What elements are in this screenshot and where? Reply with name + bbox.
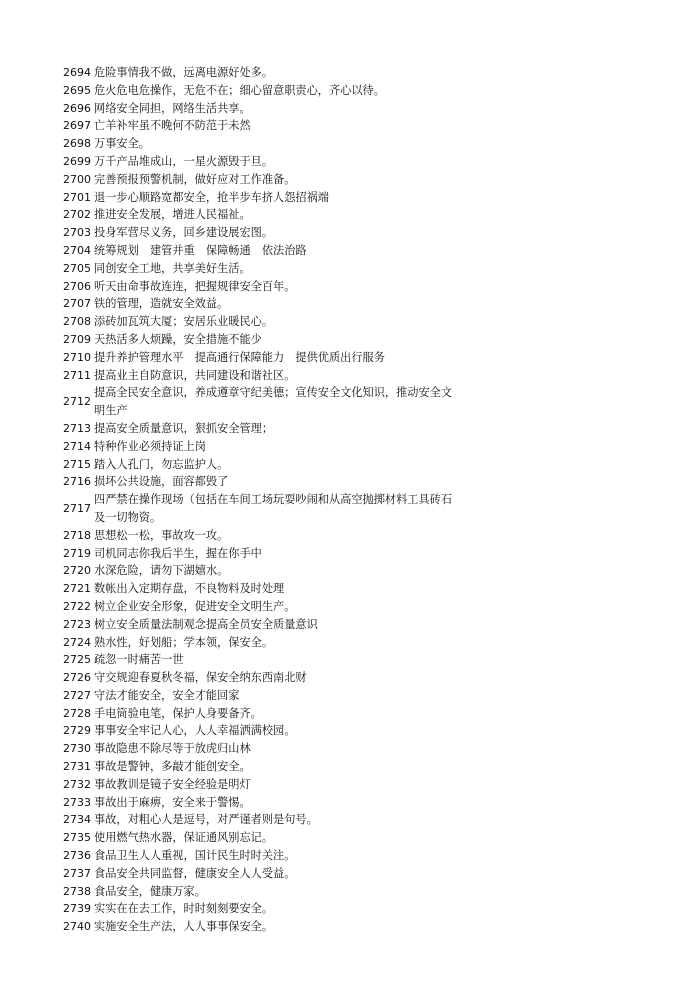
entry-number: 2735	[63, 831, 91, 845]
entry-text: 事故隐患不除尽等于放虎归山林	[94, 742, 251, 756]
entry-number: 2710	[63, 350, 91, 364]
entry-number: 2705	[63, 261, 91, 275]
entry-number: 2711	[63, 368, 91, 382]
list-item	[63, 687, 463, 705]
list-item	[63, 900, 463, 918]
entry-text: 退一步心顺路宽都安全，抢半步车挤人怨招祸端	[94, 190, 329, 204]
list-item	[63, 153, 463, 171]
entry-text: 听天由命事故连连，把握规律安全百年。	[94, 279, 296, 293]
entry-text: 实施安全生产法，人人事事保安全。	[94, 920, 274, 934]
entry-text: 守法才能安全，安全才能回家	[94, 688, 240, 702]
list-item	[63, 384, 463, 420]
entry-number: 2699	[63, 154, 91, 168]
entry-number: 2697	[63, 119, 91, 133]
list-item	[63, 562, 463, 580]
entry-number: 2731	[63, 760, 91, 774]
entry-number: 2729	[63, 724, 91, 738]
list-item	[63, 545, 463, 563]
entry-number: 2734	[63, 813, 91, 827]
entry-number: 2712	[63, 395, 91, 409]
list-item	[63, 811, 463, 829]
list-item	[63, 189, 463, 207]
entry-number: 2726	[63, 671, 91, 685]
entry-number: 2719	[63, 546, 91, 560]
entry-text: 提升养护管理水平 提高通行保障能力 提供优质出行服务	[94, 350, 385, 364]
list-item	[63, 349, 463, 367]
entry-text: 疏忽一时痛苦一世	[94, 653, 184, 667]
entry-number: 2728	[63, 706, 91, 720]
list-item	[63, 260, 463, 278]
list-item	[63, 438, 463, 456]
list-item	[63, 206, 463, 224]
list-item	[63, 651, 463, 669]
entry-text: 事事安全牢记人心，人人幸福洒满校园。	[94, 724, 296, 738]
list-item	[63, 829, 463, 847]
entry-number: 2701	[63, 190, 91, 204]
entry-text: 投身军营尽义务，回乡建设展宏图。	[94, 226, 274, 240]
entry-text: 网络安全同担，网络生活共享。	[94, 101, 251, 115]
list-item	[63, 598, 463, 616]
entry-number: 2696	[63, 101, 91, 115]
list-item	[63, 847, 463, 865]
list-item	[63, 758, 463, 776]
entry-number: 2737	[63, 866, 91, 880]
entry-text: 天热活多人烦躁，安全措施不能少	[94, 332, 262, 346]
list-item	[63, 634, 463, 652]
entry-text: 使用燃气热水器，保证通风别忘记。	[94, 831, 274, 845]
list-item	[63, 740, 463, 758]
entry-text: 同创安全工地，共享美好生活。	[94, 261, 251, 275]
entry-text: 四严禁在操作现场（包括在车间工场玩耍吵闹和从高空抛掷材料工具砖石及一切物资。	[94, 493, 453, 524]
entry-text: 推进安全发展，增进人民福祉。	[94, 208, 251, 222]
entry-number: 2718	[63, 528, 91, 542]
entry-text: 实实在在去工作，时时刻刻要安全。	[94, 902, 274, 916]
list-item	[63, 295, 463, 313]
entry-text: 事故，对粗心人是逗号，对严谨者则是句号。	[94, 813, 318, 827]
list-item	[63, 527, 463, 545]
entry-text: 踏入人孔门，勿忘监护人。	[94, 457, 229, 471]
entry-text: 事故教训是镜子安全经验是明灯	[94, 777, 251, 791]
list-item	[63, 491, 463, 527]
entry-text: 提高业主自防意识，共同建设和谐社区。	[94, 368, 296, 382]
entry-number: 2738	[63, 884, 91, 898]
list-item	[63, 420, 463, 438]
entry-number: 2715	[63, 457, 91, 471]
entry-number: 2730	[63, 742, 91, 756]
list-item	[63, 794, 463, 812]
entry-text: 数帐出入定期存盘，不良物料及时处理	[94, 582, 285, 596]
entry-number: 2716	[63, 475, 91, 489]
entry-text: 树立企业安全形象，促进安全文明生产。	[94, 599, 296, 613]
entry-text: 树立安全质量法制观念提高全员安全质量意识	[94, 617, 318, 631]
entry-number: 2717	[63, 502, 91, 516]
entry-text: 铁的管理，造就安全效益。	[94, 297, 229, 311]
list-item	[63, 331, 463, 349]
list-item	[63, 82, 463, 100]
entry-text: 亡羊补牢虽不晚何不防范于未然	[94, 119, 251, 133]
entry-number: 2708	[63, 315, 91, 329]
entry-text: 事故出于麻痹，安全来于警惕。	[94, 795, 251, 809]
entry-number: 2739	[63, 902, 91, 916]
entry-text: 特种作业必须持证上岗	[94, 439, 206, 453]
entry-number: 2722	[63, 599, 91, 613]
list-item	[63, 865, 463, 883]
list-item	[63, 918, 463, 936]
entry-number: 2733	[63, 795, 91, 809]
list-item	[63, 117, 463, 135]
entry-number: 2703	[63, 226, 91, 240]
entry-text: 提高全民安全意识，养成遵章守纪美德；宣传安全文化知识，推动安全文明生产	[94, 386, 453, 418]
entry-text: 手电筒验电笔，保护人身要备齐。	[94, 706, 262, 720]
entry-text: 司机同志你我后半生，握在你手中	[94, 546, 262, 560]
entry-number: 2694	[63, 66, 91, 79]
entry-text: 食品卫生人人重视，国计民生时时关注。	[94, 849, 296, 863]
entry-text: 添砖加瓦筑大厦；安居乐业暖民心。	[94, 315, 274, 329]
list-item	[63, 278, 463, 296]
entry-text: 食品安全，健康万家。	[94, 884, 206, 898]
slogan-list	[63, 64, 463, 936]
entry-number: 2727	[63, 688, 91, 702]
entry-number: 2707	[63, 297, 91, 311]
list-item	[63, 135, 463, 153]
list-item	[63, 171, 463, 189]
entry-text: 危火危电危操作，无危不在；细心留意职责心，齐心以待。	[94, 83, 385, 97]
list-item	[63, 242, 463, 260]
entry-text: 提高安全质量意识，狠抓安全管理；	[94, 421, 274, 435]
list-item	[63, 883, 463, 901]
list-item	[63, 224, 463, 242]
entry-number: 2706	[63, 279, 91, 293]
list-item	[63, 313, 463, 331]
entry-text: 水深危险，请勿下湖嬉水。	[94, 564, 229, 578]
entry-text: 事故是警钟，多敲才能创安全。	[94, 760, 251, 774]
entry-text: 万千产品堆成山，一星火源毁于旦。	[94, 154, 274, 168]
list-item	[63, 456, 463, 474]
entry-number: 2732	[63, 777, 91, 791]
list-item	[63, 616, 463, 634]
entry-number: 2714	[63, 439, 91, 453]
entry-text: 完善预报预警机制，做好应对工作准备。	[94, 172, 296, 186]
entry-text: 损坏公共设施，面容都毁了	[94, 475, 229, 489]
entry-number: 2709	[63, 332, 91, 346]
list-item	[63, 776, 463, 794]
entry-text: 熟水性，好划船；学本领，保安全。	[94, 635, 274, 649]
entry-number: 2698	[63, 137, 91, 151]
entry-text: 统筹规划 建管并重 保障畅通 依法治路	[94, 243, 307, 257]
entry-number: 2723	[63, 617, 91, 631]
list-item	[63, 64, 463, 82]
list-item	[63, 473, 463, 491]
list-item	[63, 722, 463, 740]
entry-number: 2713	[63, 421, 91, 435]
entry-text: 危险事情我不做，远离电源好处多。	[94, 66, 274, 79]
entry-text: 守交规迎春夏秋冬福，保安全纳东西南北财	[94, 671, 307, 685]
entry-number: 2725	[63, 653, 91, 667]
entry-number: 2724	[63, 635, 91, 649]
entry-text: 思想松一松，事故攻一攻。	[94, 528, 229, 542]
entry-number: 2704	[63, 243, 91, 257]
entry-text: 万事安全。	[94, 137, 150, 151]
entry-number: 2695	[63, 83, 91, 97]
entry-number: 2720	[63, 564, 91, 578]
entry-number: 2700	[63, 172, 91, 186]
list-item	[63, 100, 463, 118]
list-item	[63, 669, 463, 687]
entry-number: 2702	[63, 208, 91, 222]
entry-number: 2736	[63, 849, 91, 863]
entry-number: 2740	[63, 920, 91, 934]
list-item	[63, 705, 463, 723]
list-item	[63, 367, 463, 385]
list-item	[63, 580, 463, 598]
entry-text: 食品安全共同监督，健康安全人人受益。	[94, 866, 296, 880]
entry-number: 2721	[63, 582, 91, 596]
